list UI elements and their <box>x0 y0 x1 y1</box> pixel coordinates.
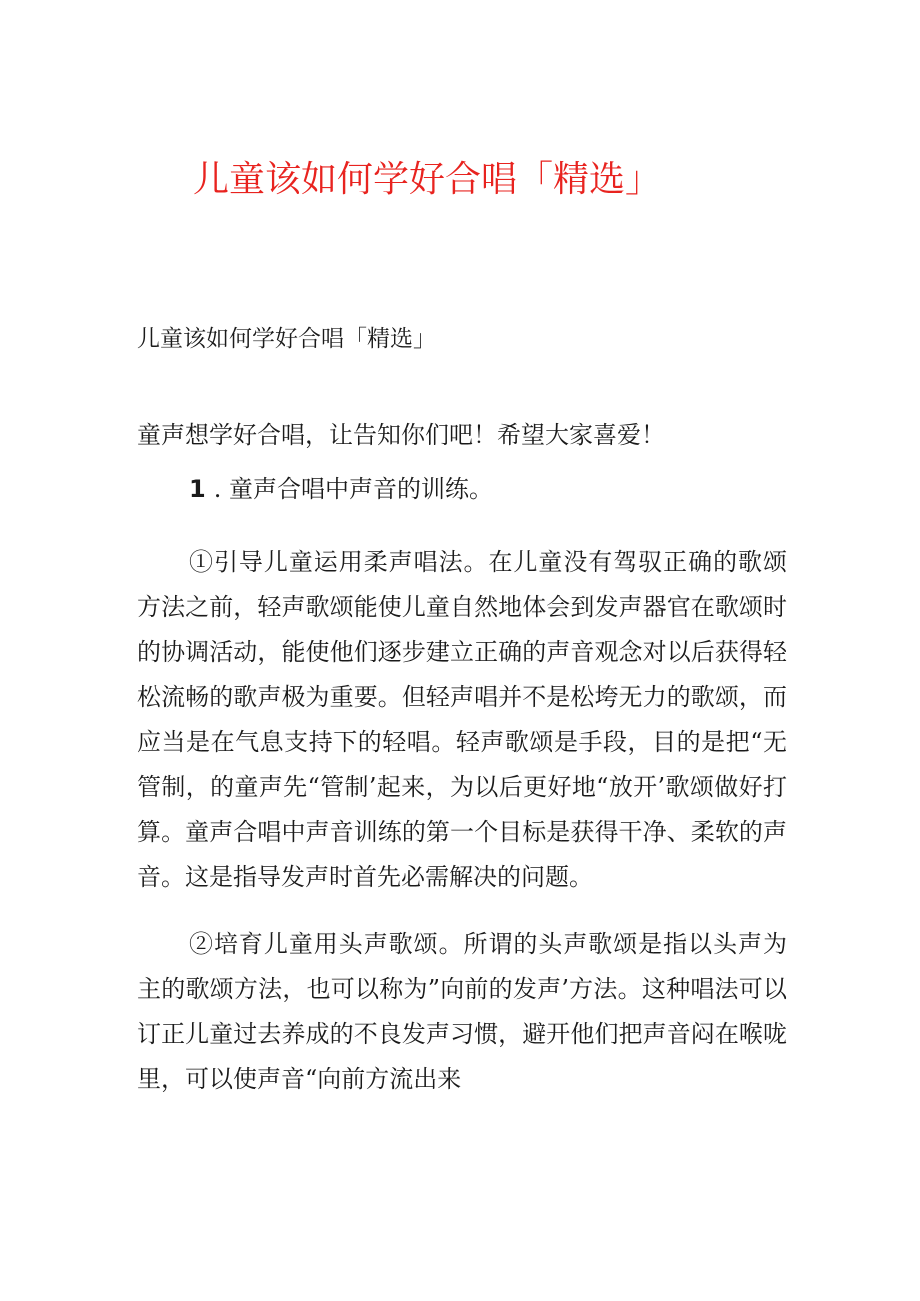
paragraph-soft-singing: ①引导儿童运用柔声唱法。在儿童没有驾驭正确的歌颂方法之前，轻声歌颂能使儿童自然地体会到发声器官在歌颂时的协调活动，能使他们逐步建立正确的声音观念对以后获得轻松流畅的歌声极为重要。但轻声唱并不是松垮无力的歌颂，而应当是在气息支持下的轻唱。轻声歌颂是手段，目的是把“无管制，的童声先“管制’起来，为以后更好地“放开’歌颂做好打算。童声合唱中声音训练的第一个目标是获得干净、柔软的声音。这是指导发声时首先必需解决的问题。 <box>137 548 787 891</box>
section-heading-text: . 童声合唱中声音的训练。 <box>213 475 493 503</box>
document-subtitle: 儿童该如何学好合唱「精选」 <box>137 326 436 352</box>
paragraph-head-voice: ②培育儿童用头声歌颂。所谓的头声歌颂是指以头声为主的歌颂方法，也可以称为”向前的发声’方法。这种唱法可以订正儿童过去养成的不良发声习惯，避开他们把声音闷在喉咙里，可以使声音“向前方流出来 <box>137 930 787 1093</box>
intro-text: 童声想学好合唱，让告知你们吧！希望大家喜爱！ <box>137 421 665 449</box>
document-title: 儿童该如何学好合唱「精选」 <box>193 159 662 200</box>
section-number: 1 <box>189 475 206 503</box>
section-heading <box>189 472 493 506</box>
